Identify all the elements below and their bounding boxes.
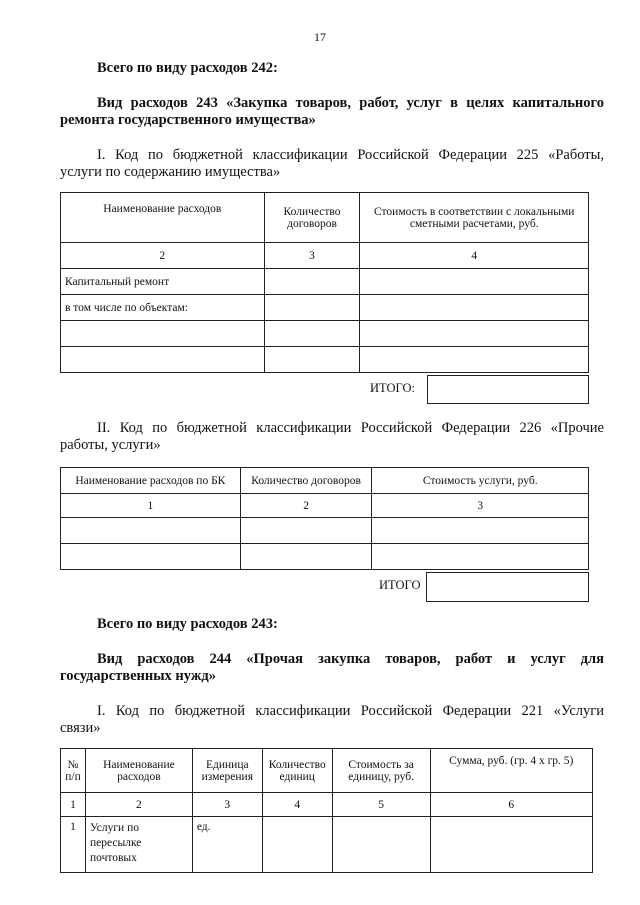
table-226-colnum: 2	[240, 494, 372, 518]
table-row	[61, 817, 593, 873]
code-221-line2: связи»	[60, 720, 101, 736]
total-242: Всего по виду расходов 242:	[97, 60, 278, 76]
table-226-number-row	[61, 494, 589, 518]
table-cell	[240, 518, 372, 544]
table-225-header-cost: Стоимость в соответствии с локальными сметными расчетами, руб.	[360, 193, 589, 243]
table-221-header-sum: Сумма, руб. (гр. 4 х гр. 5)	[430, 749, 592, 793]
table-225-header-count: Количество договоров	[264, 193, 360, 243]
table-cell	[264, 347, 360, 373]
table-225-total-box	[427, 375, 589, 404]
table-221-colnum: 6	[430, 793, 592, 817]
table-225-header-row	[61, 193, 589, 243]
total-243: Всего по виду расходов 243:	[97, 616, 278, 632]
table-row	[61, 321, 589, 347]
code-221-line1: I. Код по бюджетной классификации Российской Федерации 221 «Услуги	[97, 703, 604, 719]
table-225-header-name: Наименование расходов	[61, 193, 265, 243]
table-225-colnum: 3	[264, 243, 360, 269]
section-243-heading-line1: Вид расходов 243 «Закупка товаров, работ, услуг в целях капитального	[97, 95, 604, 111]
table-221-colnum: 1	[61, 793, 86, 817]
table-221-colnum: 3	[192, 793, 262, 817]
table-row	[61, 544, 589, 570]
table-221-header-unit-cost: Стоимость за единицу, руб.	[332, 749, 430, 793]
table-cell	[360, 269, 589, 295]
code-225-line2: услуги по содержанию имущества»	[60, 164, 281, 180]
table-cell: в том числе по объектам:	[61, 295, 265, 321]
table-226-colnum: 1	[61, 494, 241, 518]
table-226-total-label: ИТОГО	[379, 578, 421, 592]
table-226	[60, 467, 589, 570]
table-225-total-label: ИТОГО:	[370, 381, 415, 395]
table-cell	[61, 544, 241, 570]
table-cell: ед.	[192, 817, 262, 873]
table-cell	[61, 347, 265, 373]
table-cell	[240, 544, 372, 570]
table-row	[61, 347, 589, 373]
table-221-header-unit: Единица измерения	[192, 749, 262, 793]
table-cell	[264, 321, 360, 347]
table-cell	[372, 518, 589, 544]
table-221-colnum: 2	[85, 793, 192, 817]
table-cell	[61, 321, 265, 347]
table-226-total-box	[426, 572, 589, 602]
table-226-header-count: Количество договоров	[240, 468, 372, 494]
table-221-number-row	[61, 793, 593, 817]
table-cell: 1	[61, 817, 86, 873]
table-cell	[332, 817, 430, 873]
page-number: 17	[314, 30, 326, 44]
table-cell	[360, 295, 589, 321]
table-226-header-row	[61, 468, 589, 494]
table-cell	[264, 269, 360, 295]
code-225-line1: I. Код по бюджетной классификации Российской Федерации 225 «Работы,	[97, 147, 604, 163]
table-226-colnum: 3	[372, 494, 589, 518]
table-226-header-cost: Стоимость услуги, руб.	[372, 468, 589, 494]
table-row	[61, 295, 589, 321]
table-221-header-name: Наименование расходов	[85, 749, 192, 793]
table-226-header-name: Наименование расходов по БК	[61, 468, 241, 494]
table-cell: Услуги по пересылке почтовых	[85, 817, 192, 873]
table-row	[61, 269, 589, 295]
table-cell	[61, 518, 241, 544]
table-221	[60, 748, 593, 873]
table-cell	[360, 321, 589, 347]
table-225-number-row	[61, 243, 589, 269]
table-221-header-quantity: Количество единиц	[262, 749, 332, 793]
table-221-colnum: 4	[262, 793, 332, 817]
section-244-heading-line1: Вид расходов 244 «Прочая закупка товаров, работ и услуг для	[97, 651, 604, 667]
table-cell	[430, 817, 592, 873]
table-cell	[360, 347, 589, 373]
table-cell	[372, 544, 589, 570]
table-225-colnum: 2	[61, 243, 265, 269]
table-221-colnum: 5	[332, 793, 430, 817]
table-225-colnum: 4	[360, 243, 589, 269]
table-221-header-row	[61, 749, 593, 793]
table-row	[61, 518, 589, 544]
table-cell	[264, 295, 360, 321]
table-225	[60, 192, 589, 373]
table-221-header-number: № п/п	[61, 749, 86, 793]
code-226-line1: II. Код по бюджетной классификации Российской Федерации 226 «Прочие	[97, 420, 604, 436]
table-cell: Капитальный ремонт	[61, 269, 265, 295]
code-226-line2: работы, услуги»	[60, 437, 161, 453]
section-244-heading-line2: государственных нужд»	[60, 668, 216, 684]
section-243-heading-line2: ремонта государственного имущества»	[60, 112, 316, 128]
table-cell	[262, 817, 332, 873]
